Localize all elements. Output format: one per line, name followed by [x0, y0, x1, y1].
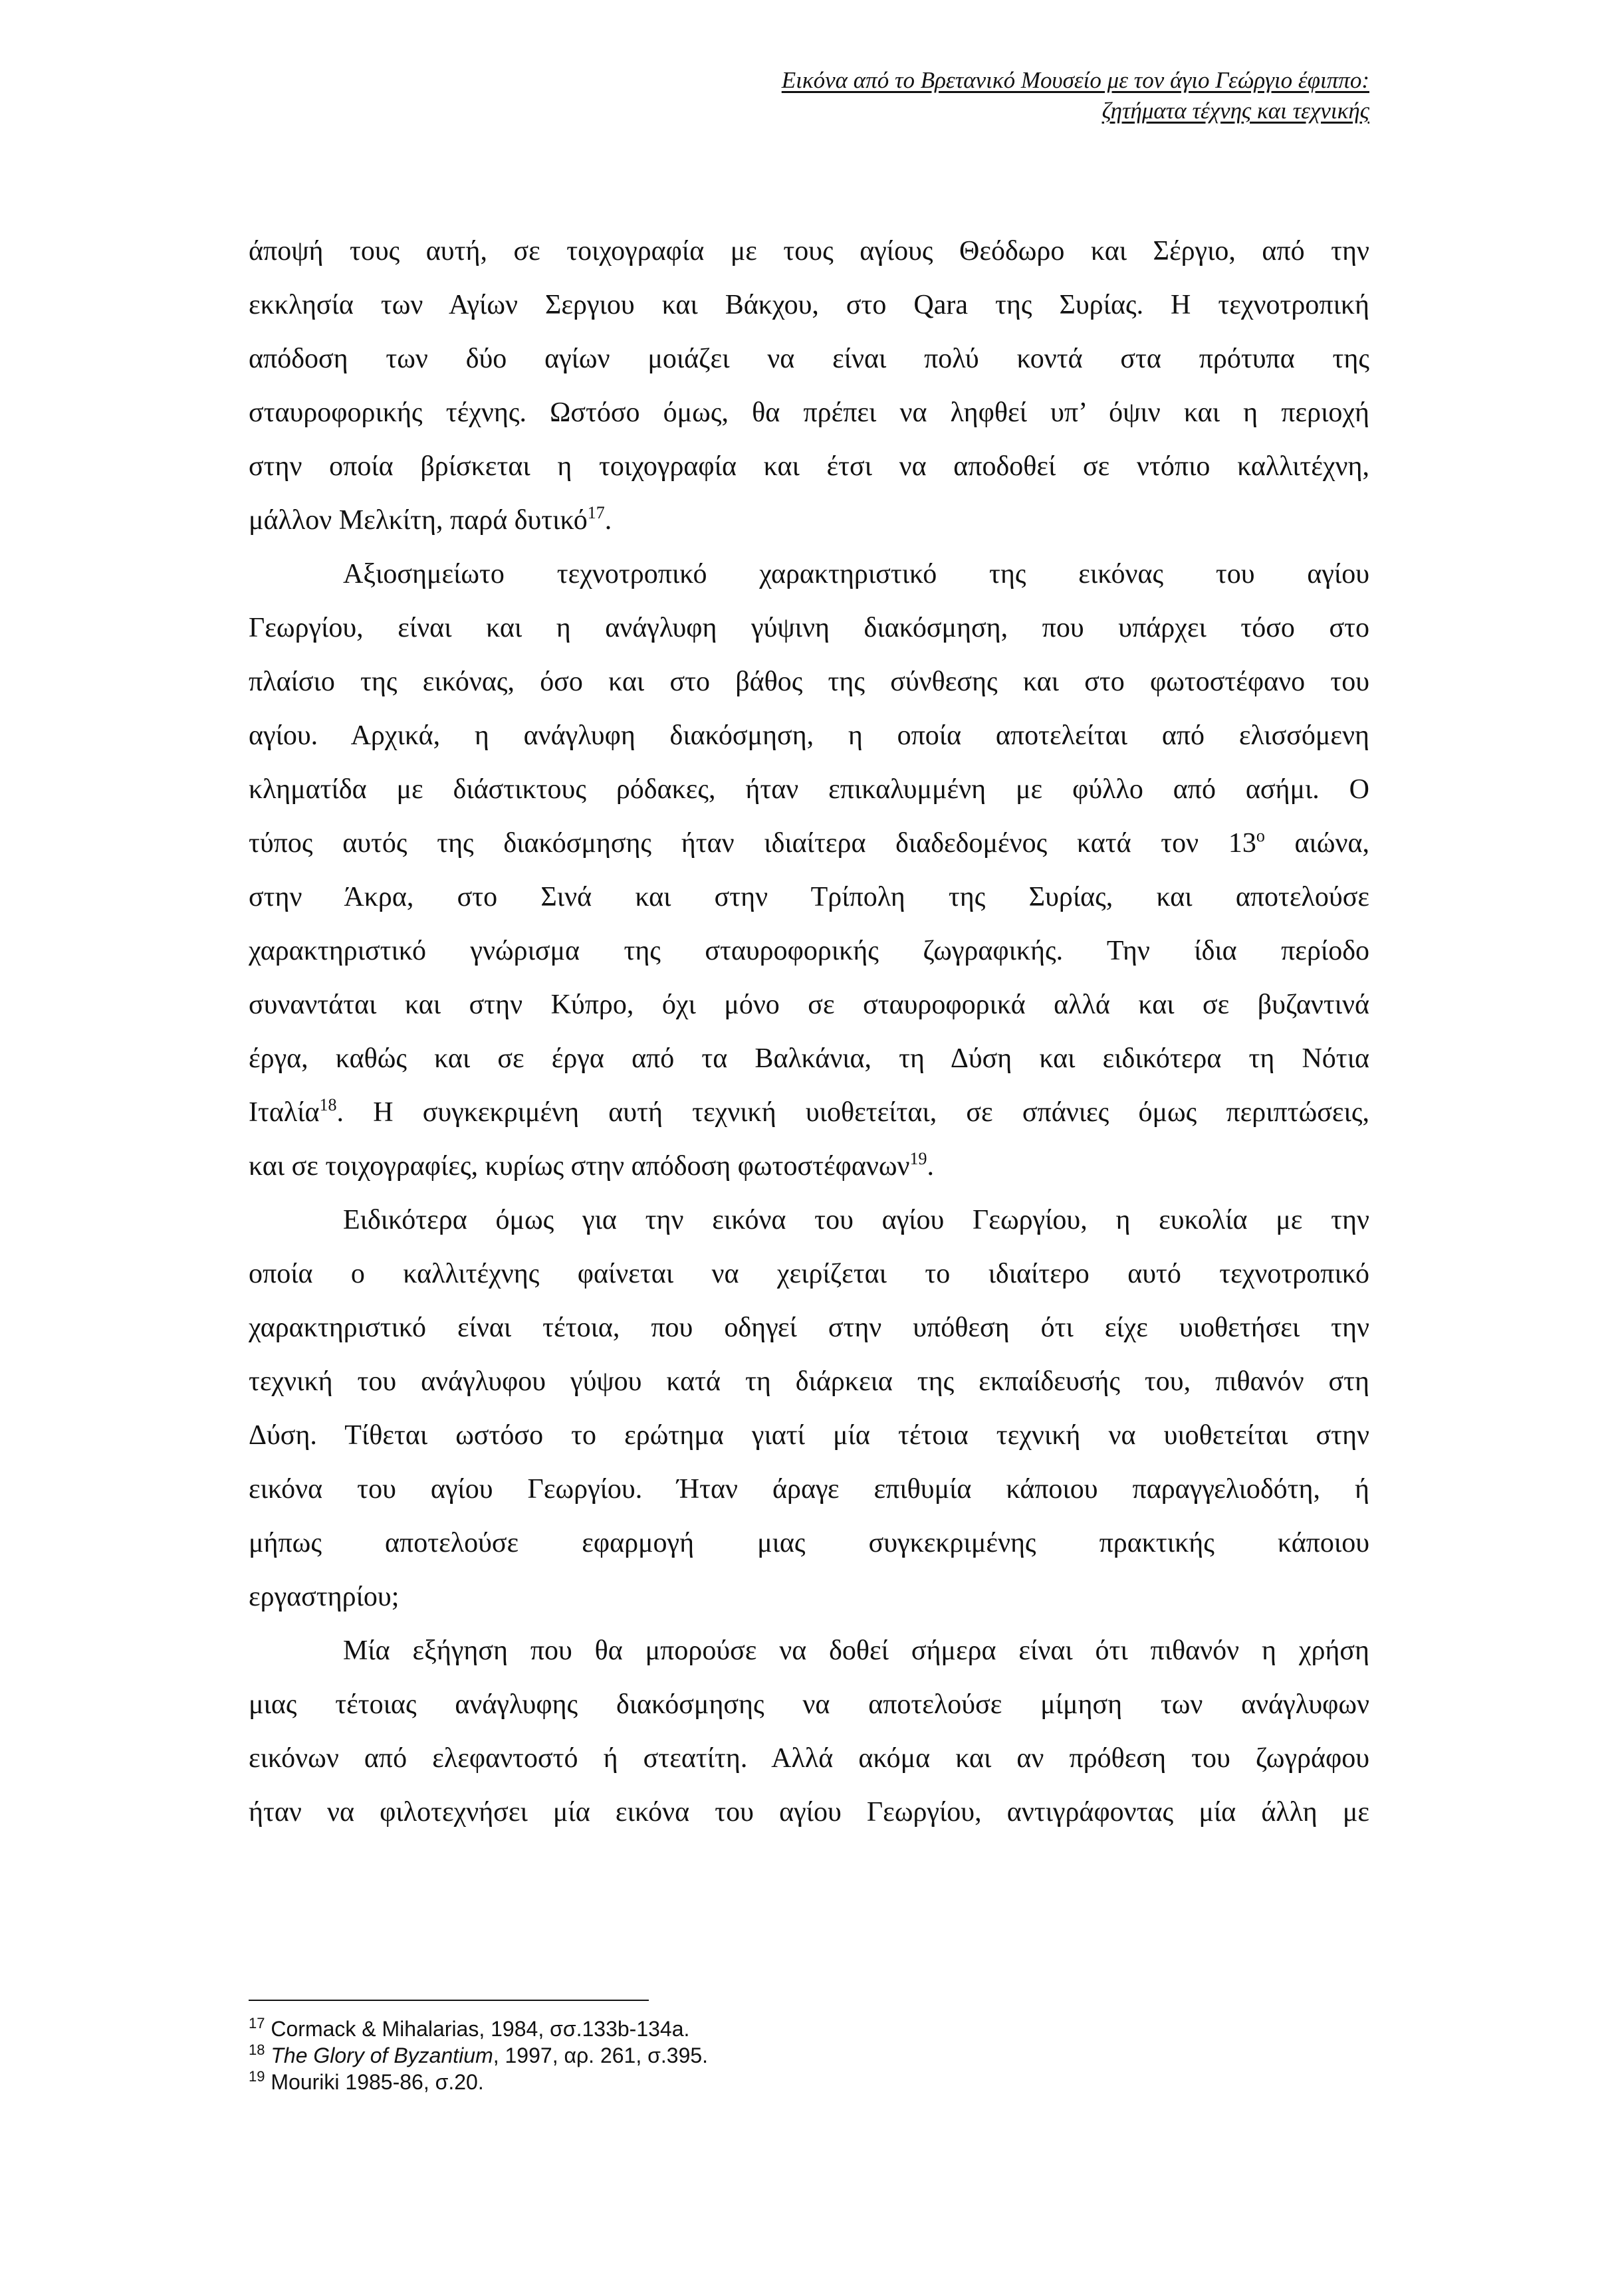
text-line: Αξιοσημείωτο τεχνοτροπικό χαρακτηριστικό της εικόνας του αγίου	[343, 559, 1369, 589]
footnote-text: Cormack & Mihalarias, 1984, σσ.133b-134a.	[265, 2017, 690, 2041]
text-line	[249, 494, 1369, 548]
text-line: ήταν να φιλοτεχνήσει μία εικόνα του αγίου Γεωργίου, αντιγράφοντας μία άλλη με	[249, 1797, 1369, 1827]
paragraph-3	[249, 1194, 1369, 1624]
text-line: τεχνική του ανάγλυφου γύψου κατά τη διάρκεια της εκπαίδευσής του, πιθανόν στη	[249, 1366, 1369, 1397]
text-line: μήπως αποτελούσε εφαρμογή μιας συγκεκριμένης πρακτικής κάποιου	[249, 1528, 1369, 1558]
running-head	[249, 65, 1369, 126]
footnote-ref-17[interactable]: 17	[587, 503, 605, 522]
footnote-ref-18[interactable]: 18	[319, 1095, 337, 1114]
text-fragment: . Η συγκεκριμένη αυτή τεχνική υιοθετείται, σε σπάνιες όμως περιπτώσεις,	[336, 1097, 1369, 1128]
text-line: άποψή τους αυτή, σε τοιχογραφία με τους αγίους Θεόδωρο και Σέργιο, από την	[249, 236, 1369, 266]
footnote-ref-19[interactable]: 19	[909, 1149, 927, 1168]
footnote-text: , 1997, αρ. 261, σ.395.	[493, 2043, 709, 2067]
text-fragment: .	[927, 1151, 934, 1182]
paragraph-2	[249, 548, 1369, 1194]
text-line: μιας τέτοιας ανάγλυφης διακόσμησης να αποτελούσε μίμηση των ανάγλυφων	[249, 1689, 1369, 1720]
text-fragment: αιώνα,	[1264, 828, 1369, 859]
text-fragment: μάλλον Μελκίτη, παρά δυτικό	[249, 505, 588, 536]
text-fragment: .	[604, 505, 612, 536]
text-line	[249, 1086, 1369, 1140]
text-line: Γεωργίου, είναι και η ανάγλυφη γύψινη διακόσμηση, που υπάρχει τόσο στο	[249, 613, 1369, 643]
text-line: χαρακτηριστικό γνώρισμα της σταυροφορικής ζωγραφικής. Την ίδια περίοδο	[249, 936, 1369, 966]
text-line: Ειδικότερα όμως για την εικόνα του αγίου Γεωργίου, η ευκολία με την	[343, 1205, 1369, 1235]
footnotes	[249, 2016, 1369, 2095]
text-line: εκκλησία των Αγίων Σεργιου και Βάκχου, στο Qara της Συρίας. Η τεχνοτροπική	[249, 290, 1369, 320]
text-fragment: Ιταλία	[249, 1097, 320, 1128]
footnote-separator	[249, 2000, 649, 2001]
footnote-text: Mouriki 1985-86, σ.20.	[265, 2070, 484, 2094]
text-line: σταυροφορικής τέχνης. Ωστόσο όμως, θα πρέπει να ληφθεί υπ’ όψιν και η περιοχή	[249, 397, 1369, 428]
paragraph-1	[249, 225, 1369, 548]
body-text	[249, 225, 1369, 1839]
text-line: κληματίδα με διάστικτους ρόδακες, ήταν επικαλυμμένη με φύλλο από ασήμι. Ο	[249, 774, 1369, 805]
text-line: Μία εξήγηση που θα μπορούσε να δοθεί σήμερα είναι ότι πιθανόν η χρήση	[343, 1635, 1369, 1666]
footnote-number: 17	[249, 2015, 265, 2032]
footnote-19	[249, 2069, 1369, 2095]
text-line: οποία ο καλλιτέχνης φαίνεται να χειρίζεται το ιδιαίτερο αυτό τεχνοτροπικό	[249, 1259, 1369, 1289]
text-line: Δύση. Τίθεται ωστόσο το ερώτημα γιατί μία τέτοια τεχνική να υιοθετείται στην	[249, 1420, 1369, 1451]
running-head-line-1: Εικόνα από το Βρετανικό Μουσείο με τον άγιο Γεώργιο έφιππο:	[781, 67, 1369, 93]
text-line: χαρακτηριστικό είναι τέτοια, που οδηγεί στην υπόθεση ότι είχε υιοθετήσει την	[249, 1312, 1369, 1343]
text-fragment: τύπος αυτός της διακόσμησης ήταν ιδιαίτερα διαδεδομένος κατά τον 13	[249, 828, 1256, 859]
text-line: εικόνα του αγίου Γεωργίου. Ήταν άραγε επιθυμία κάποιου παραγγελιοδότη, ή	[249, 1474, 1369, 1505]
footnote-title: The Glory of Byzantium	[271, 2043, 493, 2067]
text-line: στην Άκρα, στο Σινά και στην Τρίπολη της Συρίας, και αποτελούσε	[249, 882, 1369, 912]
text-line: εικόνων από ελεφαντοστό ή στεατίτη. Αλλά ακόμα και αν πρόθεση του ζωγράφου	[249, 1743, 1369, 1774]
paragraph-4	[249, 1624, 1369, 1839]
footnote-number: 19	[249, 2068, 265, 2085]
footnote-17	[249, 2016, 1369, 2042]
text-line: απόδοση των δύο αγίων μοιάζει να είναι πολύ κοντά στα πρότυπα της	[249, 344, 1369, 374]
text-line: εργαστηρίου;	[249, 1582, 400, 1612]
text-line: αγίου. Αρχικά, η ανάγλυφη διακόσμηση, η οποία αποτελείται από ελισσόμενη	[249, 720, 1369, 751]
text-line: συναντάται και στην Κύπρο, όχι μόνο σε σταυροφορικά αλλά και σε βυζαντινά	[249, 990, 1369, 1020]
text-line: έργα, καθώς και σε έργα από τα Βαλκάνια, τη Δύση και ειδικότερα τη Νότια	[249, 1043, 1369, 1074]
text-fragment: και σε τοιχογραφίες, κυρίως στην απόδοση φωτοστέφανων	[249, 1151, 910, 1182]
footnote-number: 18	[249, 2041, 265, 2058]
superscript-ordinal: ο	[1256, 826, 1265, 845]
text-line: πλαίσιο της εικόνας, όσο και στο βάθος της σύνθεσης και στο φωτοστέφανο του	[249, 667, 1369, 697]
text-line	[249, 1140, 1369, 1194]
text-line	[249, 817, 1369, 871]
text-line: στην οποία βρίσκεται η τοιχογραφία και έτσι να αποδοθεί σε ντόπιο καλλιτέχνη,	[249, 451, 1369, 482]
running-head-line-2: ζητήματα τέχνης και τεχνικής	[1101, 98, 1369, 124]
footnote-18	[249, 2042, 1369, 2069]
